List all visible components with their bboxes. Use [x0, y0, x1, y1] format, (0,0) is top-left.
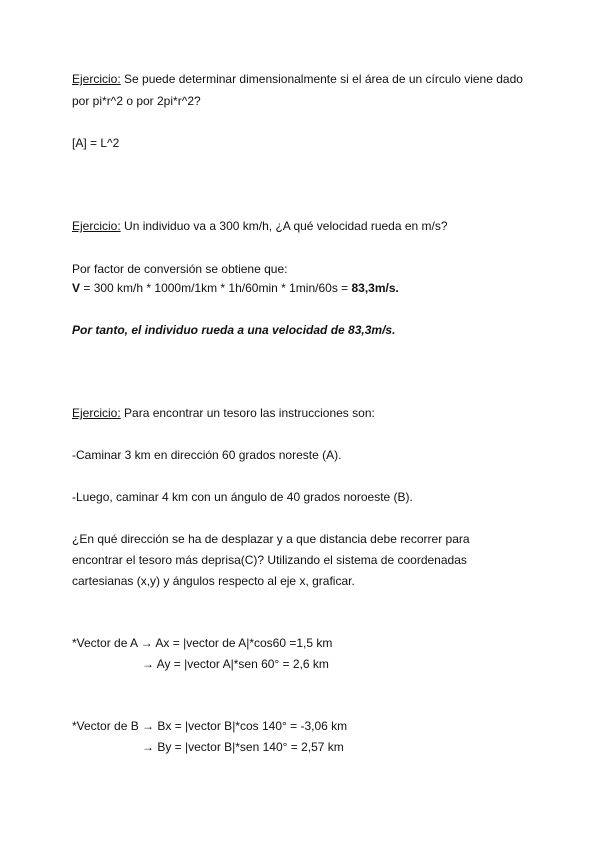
ex2-v-expression: = 300 km/h * 1000m/1km * 1h/60min * 1min/60s =: [80, 281, 352, 295]
ex2-question-text: Un individuo va a 300 km/h, ¿A qué velocidad rueda en m/s?: [120, 219, 448, 233]
ex3-question-text: Para encontrar un tesoro las instrucciones son:: [120, 406, 375, 420]
ex3-prompt-line3: cartesianas (x,y) y ángulos respecto al eje x, graficar.: [72, 574, 355, 588]
ex3-prompt-line1: ¿En qué dirección se ha de desplazar y a que distancia debe recorrer para: [72, 532, 470, 546]
ex1-label: Ejercicio:: [72, 72, 121, 86]
ex1-question-line2: por pi*r^2 o por 2pi*r^2?: [72, 94, 201, 108]
ex3-prompt-line2: encontrar el tesoro más deprisa(C)? Utilizando el sistema de coordenadas: [72, 553, 467, 567]
ex3-vector-b-y: → By = |vector B|*sen 140° = 2,57 km: [142, 740, 344, 754]
ex3-label: Ejercicio:: [72, 406, 121, 420]
ex1-question-text: Se puede determinar dimensionalmente si el área de un círculo viene dado: [120, 72, 523, 86]
ex2-conclusion: Por tanto, el individuo rueda a una velocidad de 83,3m/s.: [72, 323, 396, 337]
ex3-vector-a-x: *Vector de A → Ax = |vector de A|*cos60 =1,5 km: [72, 636, 333, 650]
ex3-step-a: -Caminar 3 km en dirección 60 grados noreste (A).: [72, 448, 342, 462]
ex3-step-b: -Luego, caminar 4 km con un ángulo de 40 grados noroeste (B).: [72, 490, 413, 504]
ex3-question: [72, 406, 375, 420]
ex2-intro: Por factor de conversión se obtiene que:: [72, 262, 288, 276]
ex2-v-result: 83,3m/s.: [351, 281, 399, 295]
ex2-velocity-equation: [72, 281, 399, 295]
ex3-vector-b-x: *Vector de B → Bx = |vector B|*cos 140° = -3,06 km: [72, 719, 348, 733]
ex1-answer: [A] = L^2: [72, 136, 120, 150]
ex2-v-symbol: V: [72, 281, 81, 295]
ex2-question: [72, 219, 448, 233]
ex2-label: Ejercicio:: [72, 219, 121, 233]
ex3-vector-a-y: → Ay = |vector A|*sen 60° = 2,6 km: [142, 657, 329, 671]
ex1-question-line1: [72, 72, 523, 86]
